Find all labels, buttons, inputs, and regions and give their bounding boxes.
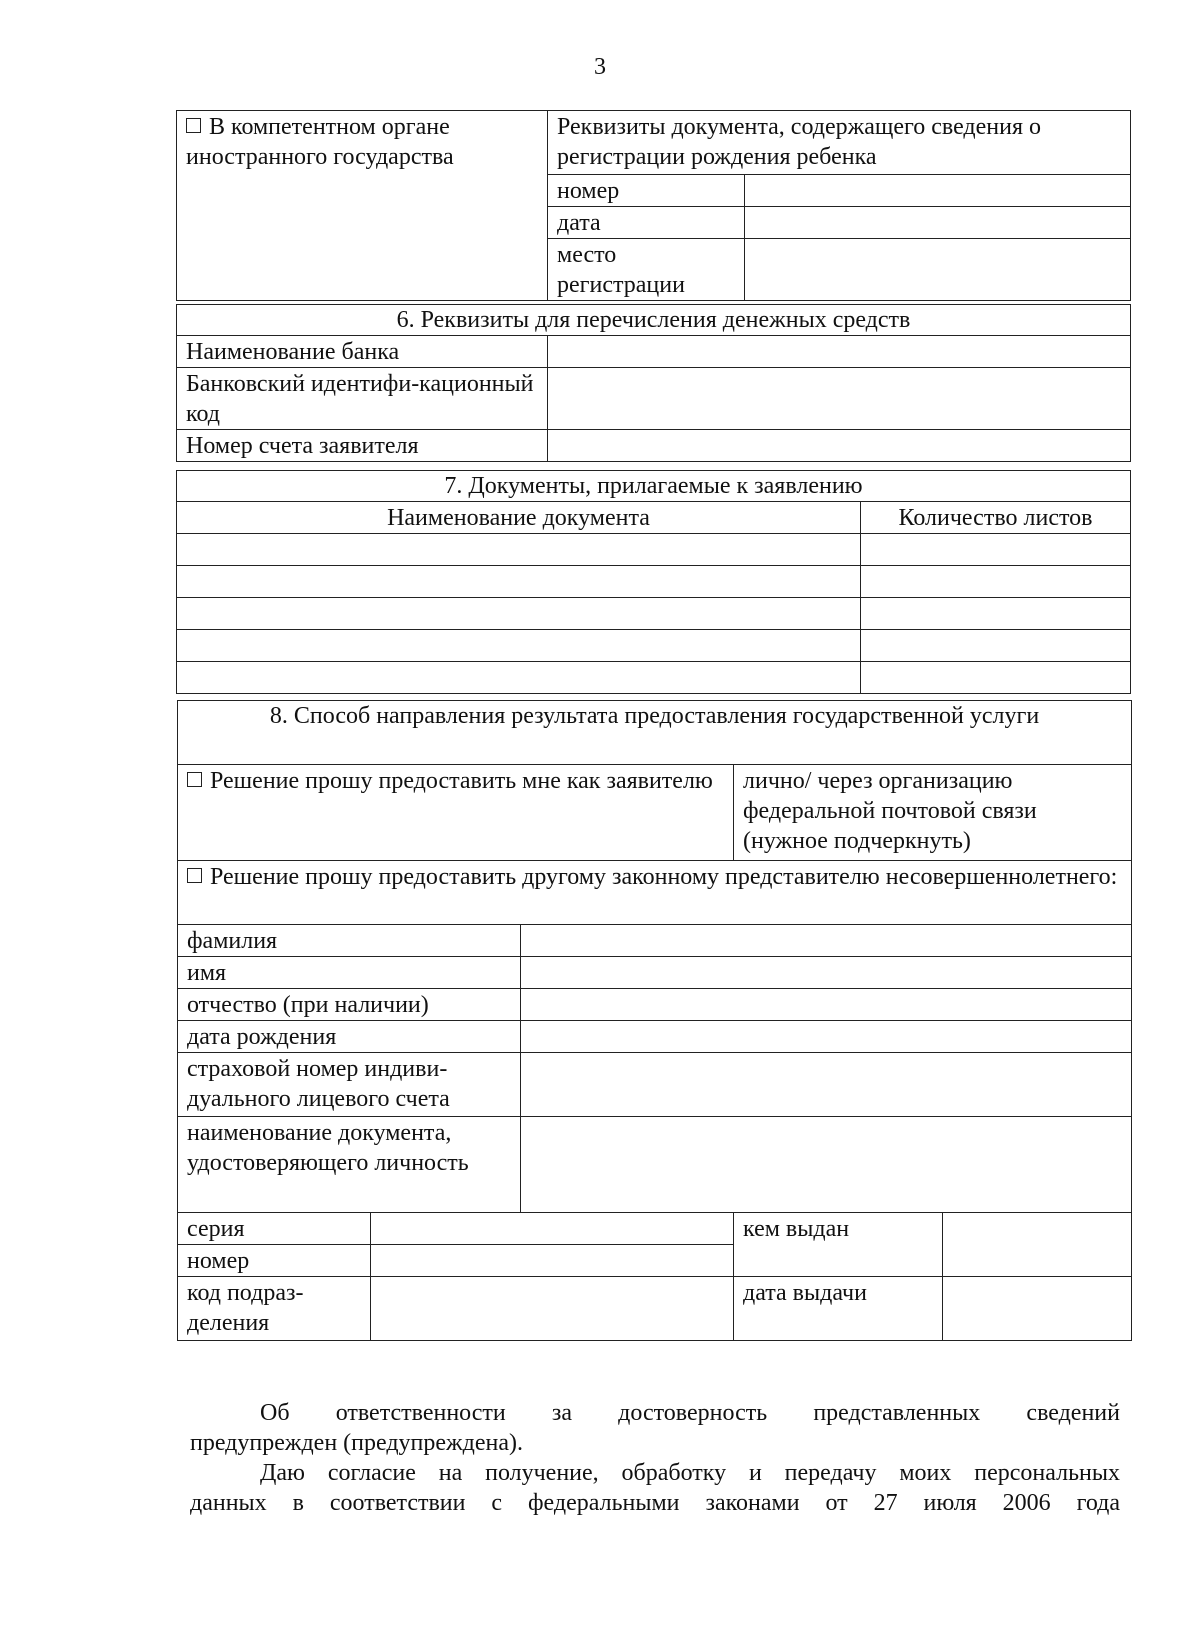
doc-name-cell[interactable] [177,598,861,630]
patronymic-label: отчество (при наличии) [178,989,521,1021]
series-label: серия [178,1213,371,1245]
issued-by-label: кем выдан [734,1213,943,1277]
reg-date-label: дата [548,207,745,239]
section6-title: 6. Реквизиты для перечисления денежных средств [177,305,1131,336]
checkbox-icon[interactable] [187,864,210,890]
series-field[interactable] [371,1213,734,1245]
foreign-authority-label: В компетентном органе иностранного государства [186,114,454,170]
doc-name-cell[interactable] [177,630,861,662]
sheets-count-cell[interactable] [861,630,1131,662]
birth-date-label: дата рождения [178,1021,521,1053]
foreign-authority-option[interactable] [177,111,548,301]
consent-line-2: данных в соответствии с федеральными законами от 27 июля 2006 года [190,1490,1120,1516]
consent-line-1: Даю согласие на получение, обработку и передачу моих персональных [260,1460,1120,1486]
reg-place-label: место регистрации [548,239,745,301]
sheets-count-cell[interactable] [861,662,1131,694]
issue-date-field[interactable] [943,1277,1132,1341]
reg-place-field[interactable] [745,239,1131,301]
option-self-method: лично/ через организацию федеральной почтовой связи (нужное подчеркнуть) [734,765,1132,861]
account-number-field[interactable] [548,430,1131,462]
section7-title: 7. Документы, прилагаемые к заявлению [177,471,1131,502]
doc-number-field[interactable] [371,1245,734,1277]
checkbox-icon[interactable] [186,114,209,140]
snils-label: страховой номер индиви-дуального лицевого счета [178,1053,521,1117]
section6-table [176,304,1131,462]
unit-code-label: код подраз-деления [178,1277,371,1341]
id-document-label: наименование документа, удостоверяющего личность [178,1117,521,1213]
responsibility-statement [190,1398,1120,1458]
responsibility-line-2: предупрежден (предупреждена). [190,1430,523,1456]
sheets-count-header: Количество листов [861,502,1131,534]
bank-name-field[interactable] [548,336,1131,368]
bik-field[interactable] [548,368,1131,430]
first-name-field[interactable] [521,957,1132,989]
unit-code-field[interactable] [371,1277,734,1341]
snils-field[interactable] [521,1053,1132,1117]
section8-table [177,700,1132,1341]
doc-number-label: номер [178,1245,371,1277]
reg-date-field[interactable] [745,207,1131,239]
patronymic-field[interactable] [521,989,1132,1021]
doc-name-cell[interactable] [177,534,861,566]
doc-name-header: Наименование документа [177,502,861,534]
surname-field[interactable] [521,925,1132,957]
consent-statement [190,1458,1120,1518]
bik-label: Банковский идентифи-кационный код [177,368,548,430]
doc-name-cell[interactable] [177,566,861,598]
foreign-registration-table [176,110,1131,301]
birth-date-field[interactable] [521,1021,1132,1053]
sheets-count-cell[interactable] [861,534,1131,566]
option-other[interactable] [178,861,1132,925]
issue-date-label: дата выдачи [734,1277,943,1341]
sheets-count-cell[interactable] [861,598,1131,630]
responsibility-line-1: Об ответственности за достоверность представленных сведений [260,1400,1120,1426]
option-self-label: Решение прошу предоставить мне как заявителю [210,768,713,794]
account-number-label: Номер счета заявителя [177,430,548,462]
option-other-label: Решение прошу предоставить другому законному представителю несовершеннолетнего: [210,864,1118,890]
surname-label: фамилия [178,925,521,957]
reg-number-label: номер [548,175,745,207]
page-number: 3 [594,54,606,80]
checkbox-icon[interactable] [187,768,210,794]
reg-number-field[interactable] [745,175,1131,207]
option-self[interactable] [178,765,734,861]
id-document-field[interactable] [521,1117,1132,1213]
section8-title: 8. Способ направления результата предоставления государственной услуги [178,701,1132,765]
registration-doc-header: Реквизиты документа, содержащего сведения о регистрации рождения ребенка [548,111,1131,175]
sheets-count-cell[interactable] [861,566,1131,598]
section7-table [176,470,1131,694]
doc-name-cell[interactable] [177,662,861,694]
issued-by-field[interactable] [943,1213,1132,1277]
bank-name-label: Наименование банка [177,336,548,368]
first-name-label: имя [178,957,521,989]
